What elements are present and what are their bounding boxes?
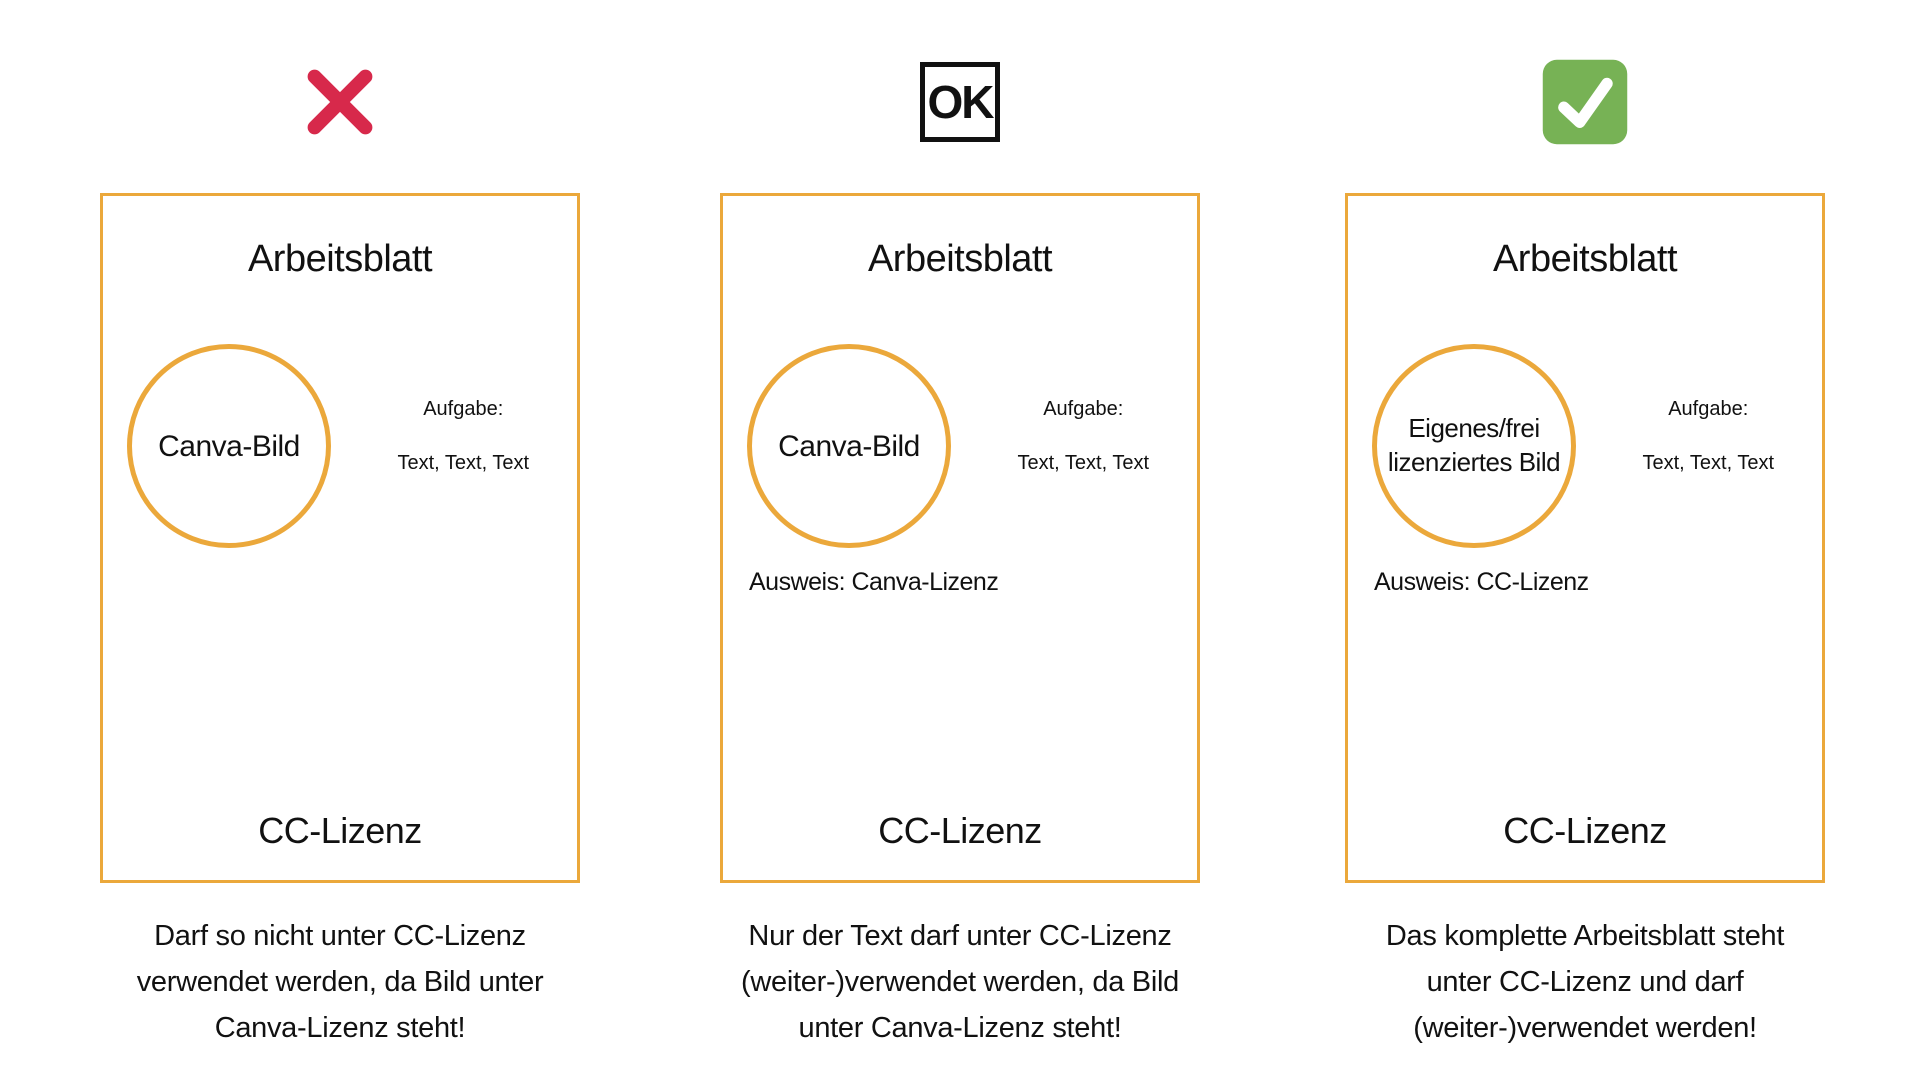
image-label-line2: lizenziertes Bild: [1387, 447, 1561, 477]
task-heading: Aufgabe:: [1668, 398, 1749, 420]
image-label: Canva-Bild: [778, 429, 920, 463]
image-label: Eigenes/frei: [1408, 413, 1540, 444]
worksheet-card: [1345, 193, 1825, 883]
image-label: Canva-Bild: [158, 429, 300, 463]
caption-line: verwendet werden, da Bild unter: [136, 966, 544, 998]
column-canva-image-not-allowed: [100, 0, 580, 1080]
verdict-area: [920, 0, 1000, 193]
task-block: [1642, 398, 1774, 475]
check-icon: [1541, 58, 1629, 146]
worksheet-card: [720, 193, 1200, 883]
cc-license-label: CC-Lizenz: [258, 810, 422, 851]
caption-line: (weiter-)verwendet werden!: [1413, 1012, 1757, 1044]
caption: [1386, 913, 1784, 1051]
task-heading: Aufgabe:: [423, 398, 504, 420]
column-own-licensed-image-allowed: [1345, 0, 1825, 1080]
worksheet-title: Arbeitsblatt: [247, 238, 433, 280]
cc-license-label: CC-Lizenz: [878, 810, 1042, 851]
image-placeholder-circle: [747, 344, 951, 548]
task-text: Text, Text, Text: [1642, 452, 1775, 474]
column-text-only-ok: [720, 0, 1200, 1080]
worksheet-title: Arbeitsblatt: [1492, 238, 1678, 280]
caption-line: (weiter-)verwendet werden, da Bild: [741, 966, 1179, 998]
caption: [137, 913, 544, 1051]
ok-label: OK: [927, 75, 993, 128]
task-block: [397, 398, 529, 475]
task-block: [1017, 398, 1149, 475]
worksheet-card: [100, 193, 580, 883]
caption-line: Darf so nicht unter CC-Lizenz: [154, 920, 526, 952]
caption: [741, 913, 1179, 1051]
caption-line: Canva-Lizenz steht!: [214, 1012, 466, 1044]
task-text: Text, Text, Text: [397, 452, 530, 474]
cross-icon: [299, 61, 381, 143]
caption-line: unter CC-Lizenz und darf: [1426, 966, 1744, 998]
worksheet-title: Arbeitsblatt: [867, 238, 1053, 280]
caption-line: Das komplette Arbeitsblatt steht: [1385, 920, 1785, 952]
task-text: Text, Text, Text: [1017, 452, 1150, 474]
verdict-area: [1541, 0, 1629, 193]
task-heading: Aufgabe:: [1043, 398, 1124, 420]
image-placeholder-circle: [1372, 344, 1576, 548]
cc-license-label: CC-Lizenz: [1503, 810, 1667, 851]
license-note: Ausweis: CC-Lizenz: [1374, 568, 1589, 596]
caption-line: Nur der Text darf unter CC-Lizenz: [748, 920, 1172, 952]
ok-box-icon: [920, 62, 1000, 142]
image-placeholder-circle: [127, 344, 331, 548]
verdict-area: [299, 0, 381, 193]
caption-line: unter Canva-Lizenz steht!: [798, 1012, 1122, 1044]
license-note: Ausweis: Canva-Lizenz: [749, 568, 999, 596]
